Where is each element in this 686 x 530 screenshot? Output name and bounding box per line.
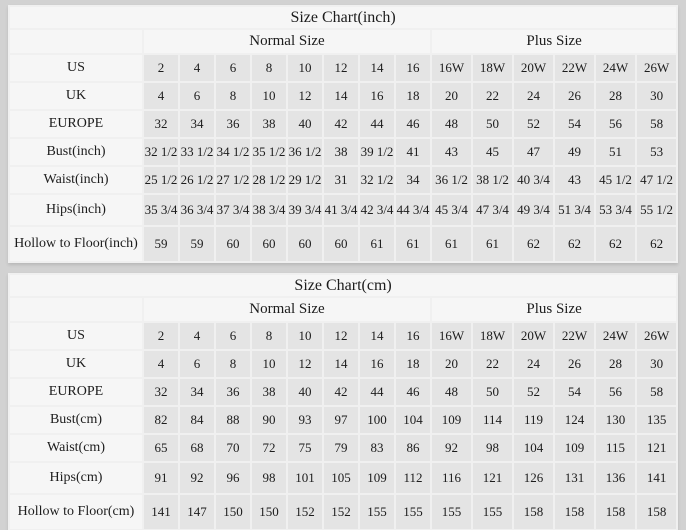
size-value-cell: 29 1/2 (288, 167, 322, 193)
size-value-cell: 16W (432, 55, 471, 81)
row-label: Hollow to Floor(cm) (10, 495, 142, 529)
size-value-cell: 50 (473, 111, 512, 137)
size-value-cell: 16 (396, 323, 430, 349)
table-row (10, 379, 676, 405)
size-value-cell: 141 (637, 463, 676, 493)
size-value-cell: 16W (432, 323, 471, 349)
size-value-cell: 84 (180, 407, 214, 433)
size-value-cell: 33 1/2 (180, 139, 214, 165)
size-value-cell: 46 (396, 111, 430, 137)
size-value-cell: 32 (144, 111, 178, 137)
size-value-cell: 126 (514, 463, 553, 493)
size-value-cell: 61 (432, 227, 471, 261)
size-value-cell: 2 (144, 323, 178, 349)
table-row (10, 195, 676, 225)
size-value-cell: 26W (637, 55, 676, 81)
size-value-cell: 28 (596, 83, 635, 109)
size-value-cell: 38 3/4 (252, 195, 286, 225)
size-value-cell: 26 1/2 (180, 167, 214, 193)
size-value-cell: 62 (596, 227, 635, 261)
size-value-cell: 42 (324, 111, 358, 137)
size-value-cell: 22W (555, 55, 594, 81)
size-value-cell: 45 (473, 139, 512, 165)
size-value-cell: 16 (360, 351, 394, 377)
size-value-cell: 32 (144, 379, 178, 405)
size-value-cell: 44 (360, 379, 394, 405)
table-title: Size Chart(cm) (10, 275, 676, 296)
size-value-cell: 6 (216, 55, 250, 81)
size-value-cell: 40 3/4 (514, 167, 553, 193)
size-value-cell: 60 (324, 227, 358, 261)
size-value-cell: 68 (180, 435, 214, 461)
size-value-cell: 61 (360, 227, 394, 261)
row-label: US (10, 55, 142, 81)
size-value-cell: 30 (637, 83, 676, 109)
size-value-cell: 158 (555, 495, 594, 529)
size-value-cell: 26 (555, 351, 594, 377)
table-row (10, 167, 676, 193)
table-title: Size Chart(inch) (10, 7, 676, 28)
corner-cell (10, 30, 142, 53)
size-value-cell: 45 3/4 (432, 195, 471, 225)
group-header-normal-size: Normal Size (144, 30, 430, 53)
size-value-cell: 41 (396, 139, 430, 165)
size-value-cell: 119 (514, 407, 553, 433)
row-label: Hips(inch) (10, 195, 142, 225)
size-value-cell: 36 (216, 111, 250, 137)
size-value-cell: 56 (596, 379, 635, 405)
size-value-cell: 38 (252, 379, 286, 405)
size-value-cell: 83 (360, 435, 394, 461)
size-value-cell: 8 (216, 83, 250, 109)
size-value-cell: 39 3/4 (288, 195, 322, 225)
size-value-cell: 98 (252, 463, 286, 493)
size-value-cell: 92 (432, 435, 471, 461)
size-value-cell: 27 1/2 (216, 167, 250, 193)
size-value-cell: 52 (514, 379, 553, 405)
size-value-cell: 12 (288, 351, 322, 377)
table-row (10, 139, 676, 165)
size-value-cell: 158 (596, 495, 635, 529)
size-value-cell: 35 3/4 (144, 195, 178, 225)
size-value-cell: 91 (144, 463, 178, 493)
size-value-cell: 158 (514, 495, 553, 529)
row-label: Hips(cm) (10, 463, 142, 493)
size-value-cell: 8 (252, 55, 286, 81)
table-row (10, 83, 676, 109)
size-value-cell: 86 (396, 435, 430, 461)
row-label: UK (10, 83, 142, 109)
size-value-cell: 97 (324, 407, 358, 433)
size-value-cell: 36 3/4 (180, 195, 214, 225)
size-value-cell: 62 (514, 227, 553, 261)
size-value-cell: 44 3/4 (396, 195, 430, 225)
size-value-cell: 45 1/2 (596, 167, 635, 193)
row-label: US (10, 323, 142, 349)
size-value-cell: 59 (144, 227, 178, 261)
size-value-cell: 35 1/2 (252, 139, 286, 165)
size-value-cell: 41 3/4 (324, 195, 358, 225)
size-value-cell: 124 (555, 407, 594, 433)
size-value-cell: 105 (324, 463, 358, 493)
size-value-cell: 52 (514, 111, 553, 137)
size-value-cell: 53 3/4 (596, 195, 635, 225)
size-value-cell: 40 (288, 379, 322, 405)
group-header-normal-size: Normal Size (144, 298, 430, 321)
size-value-cell: 6 (180, 351, 214, 377)
size-value-cell: 4 (144, 83, 178, 109)
size-value-cell: 93 (288, 407, 322, 433)
size-value-cell: 150 (252, 495, 286, 529)
row-label: Waist(cm) (10, 435, 142, 461)
table-row (10, 55, 676, 81)
corner-cell (10, 298, 142, 321)
size-value-cell: 112 (396, 463, 430, 493)
size-value-cell: 158 (637, 495, 676, 529)
row-label: EUROPE (10, 111, 142, 137)
size-value-cell: 79 (324, 435, 358, 461)
size-value-cell: 115 (596, 435, 635, 461)
size-value-cell: 12 (324, 323, 358, 349)
size-value-cell: 40 (288, 111, 322, 137)
size-value-cell: 34 (180, 111, 214, 137)
size-value-cell: 30 (637, 351, 676, 377)
size-value-cell: 48 (432, 111, 471, 137)
size-value-cell: 26 (555, 83, 594, 109)
size-value-cell: 155 (473, 495, 512, 529)
table-row (10, 351, 676, 377)
size-value-cell: 56 (596, 111, 635, 137)
size-value-cell: 104 (396, 407, 430, 433)
table-row (10, 323, 676, 349)
size-value-cell: 20 (432, 83, 471, 109)
size-value-cell: 98 (473, 435, 512, 461)
size-value-cell: 10 (252, 83, 286, 109)
size-value-cell: 39 1/2 (360, 139, 394, 165)
size-value-cell: 4 (180, 323, 214, 349)
size-value-cell: 72 (252, 435, 286, 461)
size-value-cell: 62 (555, 227, 594, 261)
size-value-cell: 82 (144, 407, 178, 433)
size-value-cell: 24W (596, 323, 635, 349)
size-value-cell: 61 (473, 227, 512, 261)
size-value-cell: 101 (288, 463, 322, 493)
size-value-cell: 152 (288, 495, 322, 529)
size-value-cell: 14 (360, 323, 394, 349)
size-value-cell: 47 (514, 139, 553, 165)
size-value-cell: 58 (637, 111, 676, 137)
size-value-cell: 54 (555, 379, 594, 405)
size-value-cell: 38 (252, 111, 286, 137)
table-row (10, 111, 676, 137)
size-value-cell: 88 (216, 407, 250, 433)
table-row (10, 435, 676, 461)
size-value-cell: 54 (555, 111, 594, 137)
size-value-cell: 48 (432, 379, 471, 405)
size-chart-cm-table (8, 273, 678, 530)
size-value-cell: 26W (637, 323, 676, 349)
size-value-cell: 47 1/2 (637, 167, 676, 193)
size-value-cell: 109 (432, 407, 471, 433)
size-value-cell: 34 (180, 379, 214, 405)
size-value-cell: 2 (144, 55, 178, 81)
size-value-cell: 44 (360, 111, 394, 137)
size-value-cell: 46 (396, 379, 430, 405)
size-value-cell: 37 3/4 (216, 195, 250, 225)
size-value-cell: 104 (514, 435, 553, 461)
row-label: Waist(inch) (10, 167, 142, 193)
size-value-cell: 16 (396, 55, 430, 81)
size-value-cell: 20W (514, 55, 553, 81)
size-value-cell: 47 3/4 (473, 195, 512, 225)
size-value-cell: 109 (555, 435, 594, 461)
size-value-cell: 24W (596, 55, 635, 81)
size-value-cell: 14 (360, 55, 394, 81)
row-label: UK (10, 351, 142, 377)
size-value-cell: 109 (360, 463, 394, 493)
table-row (10, 227, 676, 261)
row-label: EUROPE (10, 379, 142, 405)
size-value-cell: 28 1/2 (252, 167, 286, 193)
size-value-cell: 61 (396, 227, 430, 261)
size-value-cell: 60 (252, 227, 286, 261)
size-value-cell: 135 (637, 407, 676, 433)
size-value-cell: 155 (396, 495, 430, 529)
size-value-cell: 121 (473, 463, 512, 493)
size-value-cell: 38 1/2 (473, 167, 512, 193)
size-value-cell: 60 (216, 227, 250, 261)
size-value-cell: 42 (324, 379, 358, 405)
size-value-cell: 10 (252, 351, 286, 377)
size-value-cell: 51 (596, 139, 635, 165)
size-value-cell: 116 (432, 463, 471, 493)
size-value-cell: 22W (555, 323, 594, 349)
size-value-cell: 150 (216, 495, 250, 529)
size-value-cell: 43 (555, 167, 594, 193)
size-value-cell: 36 1/2 (288, 139, 322, 165)
size-value-cell: 62 (637, 227, 676, 261)
size-value-cell: 22 (473, 351, 512, 377)
table-row (10, 407, 676, 433)
size-value-cell: 136 (596, 463, 635, 493)
size-value-cell: 152 (324, 495, 358, 529)
size-value-cell: 20 (432, 351, 471, 377)
size-value-cell: 12 (324, 55, 358, 81)
size-value-cell: 31 (324, 167, 358, 193)
table-row (10, 495, 676, 529)
row-label: Hollow to Floor(inch) (10, 227, 142, 261)
size-value-cell: 10 (288, 323, 322, 349)
size-value-cell: 121 (637, 435, 676, 461)
size-value-cell: 8 (216, 351, 250, 377)
size-value-cell: 6 (216, 323, 250, 349)
size-value-cell: 51 3/4 (555, 195, 594, 225)
size-value-cell: 25 1/2 (144, 167, 178, 193)
size-value-cell: 75 (288, 435, 322, 461)
row-label: Bust(cm) (10, 407, 142, 433)
size-value-cell: 92 (180, 463, 214, 493)
size-value-cell: 32 1/2 (360, 167, 394, 193)
size-value-cell: 24 (514, 351, 553, 377)
row-label: Bust(inch) (10, 139, 142, 165)
size-value-cell: 155 (360, 495, 394, 529)
size-value-cell: 18W (473, 55, 512, 81)
size-value-cell: 6 (180, 83, 214, 109)
size-value-cell: 36 (216, 379, 250, 405)
size-value-cell: 32 1/2 (144, 139, 178, 165)
size-value-cell: 130 (596, 407, 635, 433)
size-value-cell: 18W (473, 323, 512, 349)
table-row (10, 463, 676, 493)
size-value-cell: 16 (360, 83, 394, 109)
size-value-cell: 141 (144, 495, 178, 529)
size-value-cell: 49 (555, 139, 594, 165)
size-value-cell: 131 (555, 463, 594, 493)
size-value-cell: 24 (514, 83, 553, 109)
size-value-cell: 60 (288, 227, 322, 261)
size-value-cell: 20W (514, 323, 553, 349)
size-value-cell: 38 (324, 139, 358, 165)
size-value-cell: 8 (252, 323, 286, 349)
size-value-cell: 49 3/4 (514, 195, 553, 225)
size-value-cell: 34 1/2 (216, 139, 250, 165)
size-value-cell: 70 (216, 435, 250, 461)
size-value-cell: 58 (637, 379, 676, 405)
size-value-cell: 22 (473, 83, 512, 109)
size-value-cell: 147 (180, 495, 214, 529)
size-chart-inch-table (8, 5, 678, 263)
size-value-cell: 28 (596, 351, 635, 377)
size-value-cell: 59 (180, 227, 214, 261)
size-value-cell: 90 (252, 407, 286, 433)
size-value-cell: 12 (288, 83, 322, 109)
size-value-cell: 114 (473, 407, 512, 433)
size-value-cell: 4 (144, 351, 178, 377)
size-value-cell: 34 (396, 167, 430, 193)
size-value-cell: 65 (144, 435, 178, 461)
size-value-cell: 10 (288, 55, 322, 81)
group-header-plus-size: Plus Size (432, 298, 676, 321)
size-value-cell: 18 (396, 83, 430, 109)
size-value-cell: 4 (180, 55, 214, 81)
size-value-cell: 14 (324, 351, 358, 377)
size-value-cell: 18 (396, 351, 430, 377)
size-value-cell: 55 1/2 (637, 195, 676, 225)
size-value-cell: 96 (216, 463, 250, 493)
size-value-cell: 53 (637, 139, 676, 165)
group-header-plus-size: Plus Size (432, 30, 676, 53)
size-value-cell: 43 (432, 139, 471, 165)
size-value-cell: 36 1/2 (432, 167, 471, 193)
size-value-cell: 14 (324, 83, 358, 109)
size-value-cell: 100 (360, 407, 394, 433)
size-value-cell: 42 3/4 (360, 195, 394, 225)
size-value-cell: 50 (473, 379, 512, 405)
size-value-cell: 155 (432, 495, 471, 529)
